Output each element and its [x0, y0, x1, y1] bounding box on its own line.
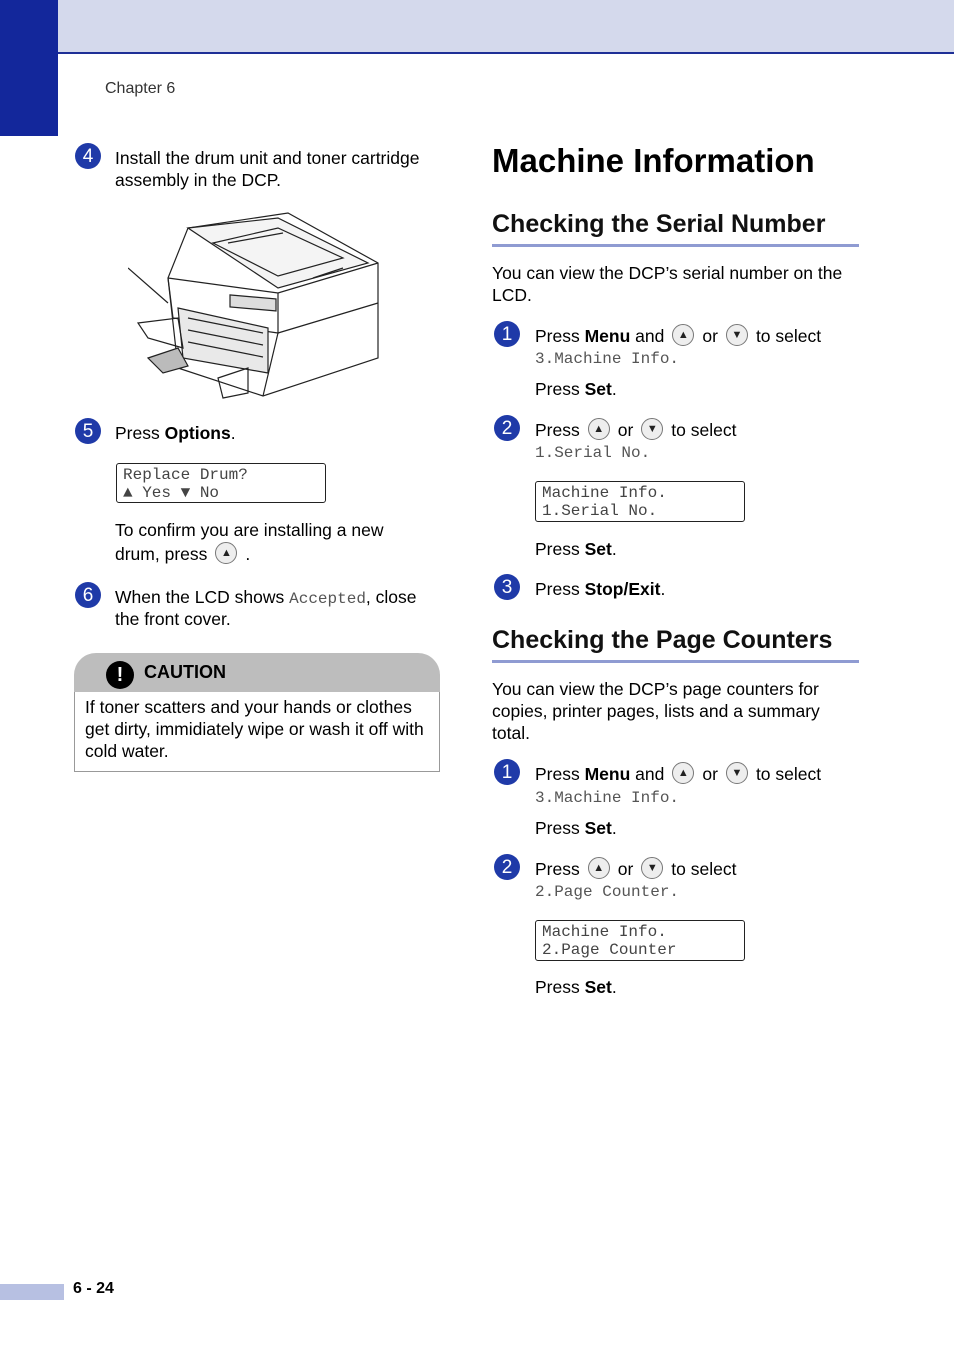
menu-code: 1.Serial No.: [535, 444, 651, 462]
step-text: Press ▲ or ▼ to select: [535, 859, 737, 879]
page-title: Machine Information: [492, 142, 815, 179]
dcp-drum-illustration: [128, 208, 384, 400]
up-arrow-icon: ▲: [588, 857, 610, 879]
caution-body: [74, 692, 440, 772]
step-text: Press Set.: [535, 379, 617, 399]
menu-code: 3.Machine Info.: [535, 789, 680, 807]
up-arrow-icon: ▲: [672, 762, 694, 784]
section-rule: [492, 660, 859, 663]
lcd-display: [535, 481, 745, 522]
step-text: Press Set.: [535, 818, 617, 838]
caution-title: CAUTION: [144, 662, 226, 682]
step-number: 1: [494, 321, 520, 347]
caution-header: [74, 653, 440, 693]
lcd-display: [535, 920, 745, 961]
step-number: 1: [494, 759, 520, 785]
options-key-label: Options: [164, 423, 231, 443]
down-arrow-icon: ▼: [641, 418, 663, 440]
step-text: Press Menu and ▲ or ▼ to select: [535, 326, 822, 346]
section-heading: Checking the Serial Number: [492, 210, 826, 238]
lcd-message: Accepted: [289, 590, 366, 608]
step-number: 6: [75, 582, 101, 608]
step-number: 5: [75, 418, 101, 444]
lcd-line: ▲ Yes ▼ No: [123, 484, 220, 502]
up-arrow-icon: ▲: [672, 324, 694, 346]
chapter-tab: [0, 0, 58, 136]
step-text: Install the drum unit and toner cartridge assembly in the DCP.: [115, 148, 420, 190]
page-number: 6 - 24: [73, 1280, 114, 1297]
step-text: Press Set.: [535, 539, 617, 559]
warning-icon: !: [106, 661, 134, 689]
section-intro: You can view the DCP’s page counters for copies, printer pages, lists and a summary total.: [492, 679, 820, 743]
menu-code: 3.Machine Info.: [535, 350, 680, 368]
up-arrow-icon: ▲: [588, 418, 610, 440]
menu-code: 2.Page Counter.: [535, 883, 680, 901]
section-intro: You can view the DCP’s serial number on the LCD.: [492, 263, 843, 305]
section-rule: [492, 244, 859, 247]
header-bar: [0, 0, 954, 54]
lcd-line: Machine Info.: [542, 484, 667, 502]
step-text: Press Options.: [115, 423, 236, 443]
down-arrow-icon: ▼: [641, 857, 663, 879]
up-arrow-icon: ▲: [215, 542, 237, 564]
step-number: 4: [75, 143, 101, 169]
step-text: Press Set.: [535, 977, 617, 997]
step-number: 3: [494, 574, 520, 600]
caution-text: If toner scatters and your hands or clothes get dirty, immidiately wipe or wash it off with cold water.: [85, 697, 424, 761]
lcd-line: 2.Page Counter: [542, 941, 677, 959]
lcd-line: 1.Serial No.: [542, 502, 658, 520]
lcd-line: Replace Drum?: [123, 466, 248, 484]
step-number: 2: [494, 415, 520, 441]
step-text: Press ▲ or ▼ to select: [535, 420, 737, 440]
down-arrow-icon: ▼: [726, 324, 748, 346]
step-text: the front cover.: [115, 609, 231, 629]
confirm-text: To confirm you are installing a new: [115, 520, 384, 540]
lcd-display: [116, 463, 326, 503]
lcd-line: Machine Info.: [542, 923, 667, 941]
step-text: When the LCD shows Accepted, close: [115, 587, 417, 608]
footer-bar: [0, 1284, 64, 1300]
step-number: 2: [494, 854, 520, 880]
section-heading: Checking the Page Counters: [492, 626, 833, 654]
chapter-label: Chapter 6: [105, 80, 176, 97]
step-text: Press Stop/Exit.: [535, 579, 666, 599]
confirm-text: drum, press ▲ .: [115, 544, 251, 564]
down-arrow-icon: ▼: [726, 762, 748, 784]
step-text: Press Menu and ▲ or ▼ to select: [535, 764, 822, 784]
